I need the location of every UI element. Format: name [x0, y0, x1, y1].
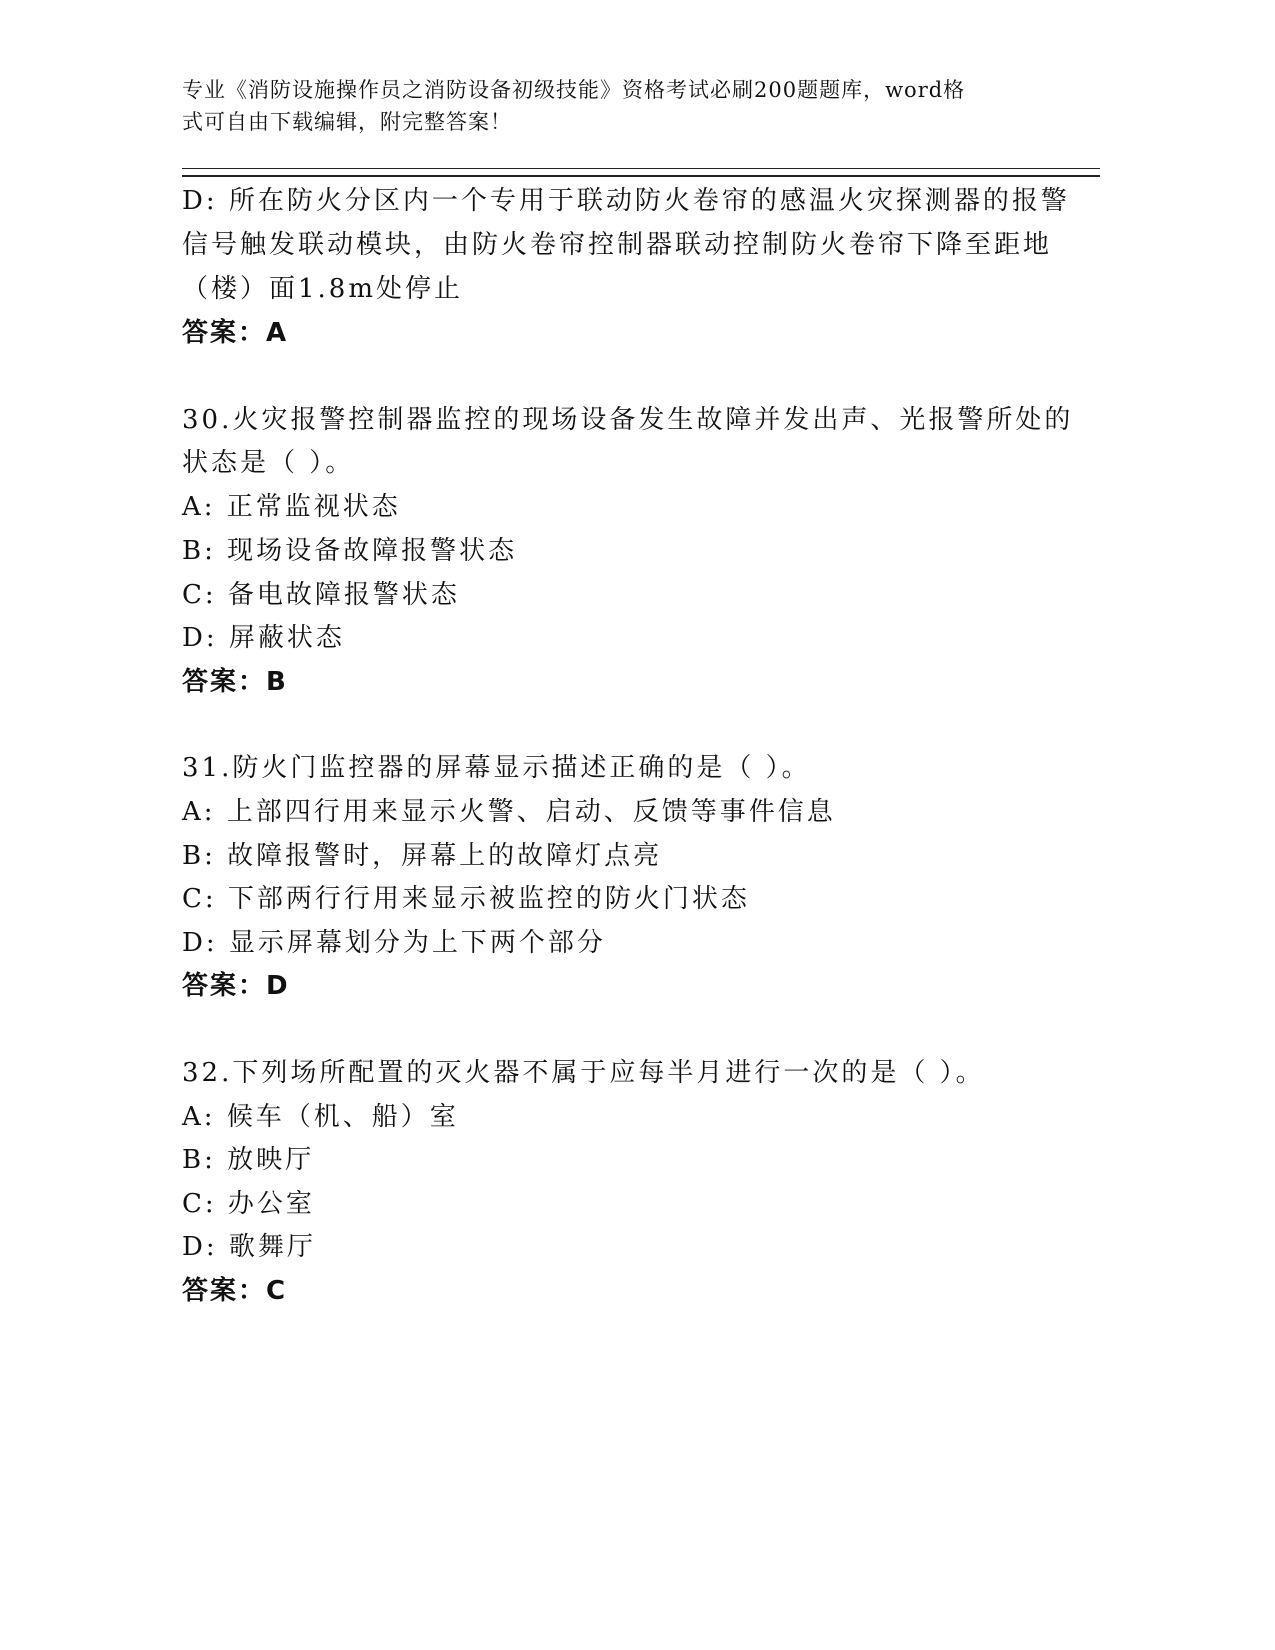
question-31-option-b: B: 故障报警时，屏幕上的故障灯点亮 [182, 841, 663, 871]
question-31-stem: 31.防火门监控器的屏幕显示描述正确的是（ ）。 [182, 753, 811, 783]
header-divider-thick [182, 175, 1100, 177]
header-divider-thin [182, 168, 1100, 169]
question-30-option-a: A: 正常监视状态 [182, 492, 401, 522]
question-30-option-c: C: 备电故障报警状态 [182, 580, 460, 610]
header-line-2: 式可自由下载编辑，附完整答案！ [182, 110, 512, 134]
question-32-answer: 答案：C [182, 1276, 288, 1306]
question-30-stem-line-2: 状态是（ ）。 [182, 448, 355, 478]
prev-option-d-line-2: 信号触发联动模块，由防火卷帘控制器联动控制防火卷帘下降至距地 [182, 230, 1053, 260]
question-31-option-d: D: 显示屏幕划分为上下两个部分 [182, 928, 606, 958]
question-32-stem: 32.下列场所配置的灭火器不属于应每半月进行一次的是（ ）。 [182, 1058, 985, 1088]
question-31-option-c: C: 下部两行行用来显示被监控的防火门状态 [182, 884, 750, 914]
question-32-option-c: C: 办公室 [182, 1189, 315, 1219]
question-30-answer: 答案：B [182, 667, 288, 697]
header-line-1: 专业《消防设施操作员之消防设备初级技能》资格考试必刷200题题库，word格 [182, 78, 966, 102]
prev-option-d-line-3: （楼）面1.8m处停止 [182, 274, 464, 304]
question-31-option-a: A: 上部四行用来显示火警、启动、反馈等事件信息 [182, 797, 836, 827]
question-30-option-b: B: 现场设备故障报警状态 [182, 536, 518, 566]
prev-option-d-line-1: D: 所在防火分区内一个专用于联动防火卷帘的感温火灾探测器的报警 [182, 186, 1070, 216]
question-32-option-b: B: 放映厅 [182, 1145, 315, 1175]
question-32-option-a: A: 候车（机、船）室 [182, 1102, 459, 1132]
question-32-option-d: D: 歌舞厅 [182, 1232, 316, 1262]
question-31-answer: 答案：D [182, 971, 290, 1001]
question-30-stem-line-1: 30.火灾报警控制器监控的现场设备发生故障并发出声、光报警所处的 [182, 405, 1074, 435]
document-header [182, 74, 1082, 138]
question-30-option-d: D: 屏蔽状态 [182, 623, 345, 653]
prev-answer: 答案：A [182, 318, 289, 348]
